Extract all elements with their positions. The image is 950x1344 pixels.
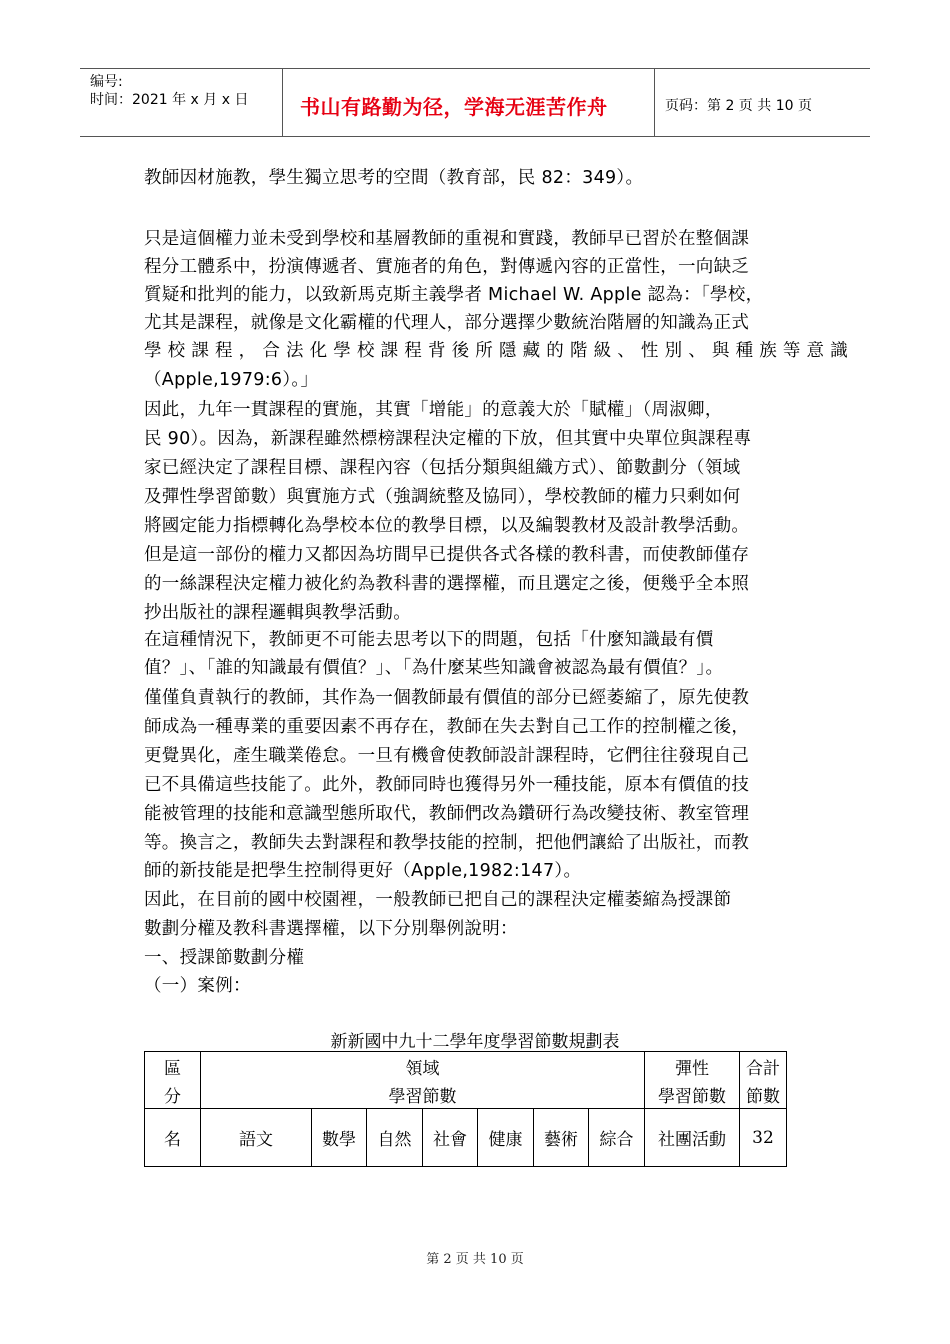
- body-line: 程分工體系中，扮演傳遞者、實施者的角色，對傳遞內容的正當性，一向缺乏: [144, 257, 750, 277]
- body-line: 因此，九年一貫課程的實施，其實「增能」的意義大於「賦權」（周淑卿，: [144, 400, 723, 420]
- body-line: 只是這個權力並未受到學校和基層教師的重視和實踐，教師早已習於在整個課: [144, 229, 750, 249]
- body-line: 因此，在目前的國中校園裡，一般教師已把自己的課程決定權萎縮為授課節: [144, 890, 732, 910]
- subject-cell: 藝術: [534, 1109, 589, 1167]
- category-name-cell: 名: [145, 1109, 201, 1167]
- flex-header-2: 學習節數: [645, 1080, 740, 1109]
- table-caption: 新新國中九十二學年度學習節數規劃表: [330, 1032, 620, 1052]
- body-line: 更覺異化，產生職業倦怠。一旦有機會使教師設計課程時，它們往往發現自己: [144, 746, 750, 766]
- header-motto: 书山有路勤为径，学海无涯苦作舟: [300, 95, 608, 119]
- body-line: 在這種情況下，教師更不可能去思考以下的問題，包括「什麼知識最有價: [144, 630, 714, 650]
- body-line: 質疑和批判的能力，以致新馬克斯主義學者 Michael W. Apple 認為：「學校，: [144, 285, 764, 305]
- category-header-1: 區: [145, 1052, 201, 1081]
- domain-header-1: 領域: [201, 1052, 645, 1081]
- body-line: 已不具備這些技能了。此外，教師同時也獲得另外一種技能，原本有價值的技: [144, 775, 750, 795]
- body-line: 尤其是課程，就像是文化霸權的代理人，部分選擇少數統治階層的知識為正式: [144, 313, 750, 333]
- subject-cell: 社會: [423, 1109, 478, 1167]
- body-line: 數劃分權及教科書選擇權，以下分別舉例說明：: [144, 919, 518, 939]
- subject-cell: 健康: [478, 1109, 534, 1167]
- header-time-label: 时间：2021 年 x 月 x 日: [90, 92, 249, 108]
- body-line: 家已經決定了課程目標、課程內容（包括分類與組織方式）、節數劃分（領域: [144, 458, 741, 478]
- body-line: （一）案例：: [144, 976, 251, 996]
- subject-cell: 自然: [367, 1109, 423, 1167]
- category-header-2: 分: [145, 1080, 201, 1109]
- body-line: 但是這一部份的權力又都因為坊間早已提供各式各樣的教科書，而使教師僅存: [144, 545, 750, 565]
- flex-header-1: 彈性: [645, 1052, 740, 1081]
- body-line: 及彈性學習節數）與實施方式（強調統整及協同），學校教師的權力只剩如何: [144, 487, 741, 507]
- total-header-2: 節數: [740, 1080, 787, 1109]
- body-line: 學 校 課 程 ， 合 法 化 學 校 課 程 背 後 所 隱 藏 的 階 級 、 性 別 、 與 種 族 等 意 識: [144, 341, 849, 361]
- body-line: 將國定能力指標轉化為學校本位的教學目標，以及編製教材及設計教學活動。: [144, 516, 750, 536]
- header-motto-cell: [283, 69, 655, 136]
- total-header-1: 合計: [740, 1052, 787, 1081]
- total-value-cell: 32: [740, 1109, 787, 1167]
- subject-cell: 語文: [201, 1109, 312, 1167]
- document-header: [80, 68, 870, 137]
- schedule-table: [144, 1051, 787, 1167]
- body-line: 師成為一種專業的重要因素不再存在，教師在失去對自己工作的控制權之後，: [144, 717, 750, 737]
- header-number-label: 编号:: [90, 74, 123, 90]
- body-line: 僅僅負責執行的教師，其作為一個教師最有價值的部分已經萎縮了，原先使教: [144, 688, 750, 708]
- body-line: 教師因材施教，學生獨立思考的空間（教育部，民 82：349）。: [144, 168, 644, 188]
- body-line: （Apple,1979:6）。」: [144, 370, 319, 390]
- body-line: 民 90）。因為，新課程雖然標榜課程決定權的下放，但其實中央單位與課程專: [144, 429, 752, 449]
- flex-value-cell: 社團活動: [645, 1109, 740, 1167]
- body-line: 能被管理的技能和意識型態所取代，教師們改為鑽研行為改變技術、教室管理: [144, 804, 750, 824]
- body-line: 等。換言之，教師失去對課程和教學技能的控制，把他們讓給了出版社，而教: [144, 833, 750, 853]
- body-line: 師的新技能是把學生控制得更好（Apple,1982:147）。: [144, 861, 582, 881]
- subject-cell: 綜合: [589, 1109, 645, 1167]
- page-footer: 第 2 页 共 10 页: [426, 1252, 524, 1267]
- domain-header-2: 學習節數: [201, 1080, 645, 1109]
- body-line: 值？」、「誰的知識最有價值？」、「為什麼某些知識會被認為最有價值？」。: [144, 658, 724, 678]
- subject-cell: 數學: [312, 1109, 367, 1167]
- header-meta: [80, 69, 283, 136]
- body-line: 一、授課節數劃分權: [144, 948, 305, 968]
- body-line: 抄出版社的課程邏輯與教學活動。: [144, 603, 411, 623]
- header-page-info: 页码：第 2 页 共 10 页: [665, 98, 812, 114]
- body-line: 的一絲課程決定權力被化約為教科書的選擇權，而且選定之後，便幾乎全本照: [144, 574, 750, 594]
